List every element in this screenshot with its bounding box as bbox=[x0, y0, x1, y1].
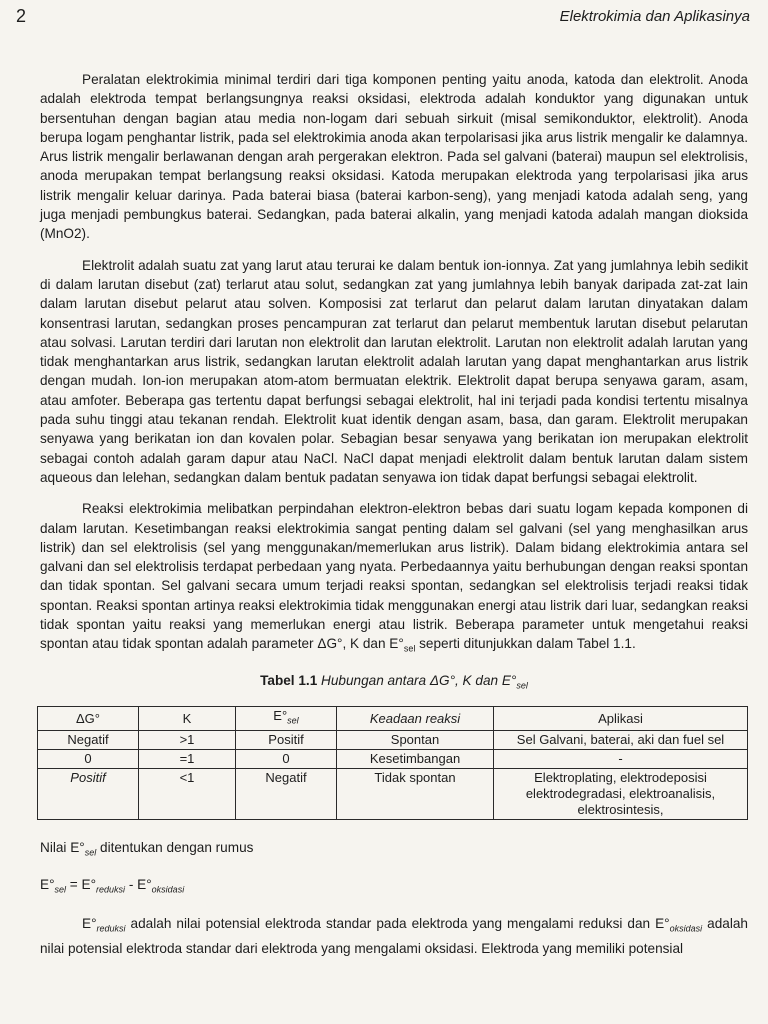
potential-text: adalah nilai potensial elektroda standar pada elektroda yang mengalami reduksi dan E° bbox=[125, 915, 670, 931]
table-row bbox=[38, 749, 748, 768]
formula-term-reduction: E° bbox=[81, 876, 97, 892]
paragraph-electrochem-components: Peralatan elektrokimia minimal terdiri dari tiga komponen penting yaitu anoda, katoda dan elektrolit. Anoda adalah elektroda tempat berlangsungnya reaksi oksidasi, elektroda adalah konduktor yang digunakan untuk bersentuhan dengan bagian atau media non-logam dari sebuah sirkuit (misal semikonduktor, elektrolit). Anoda berupa logam penghantar listrik, pada sel elektrokimia anoda akan terpolarisasi jika arus listrik mengalir ke dalamnya. Arus listrik mengalir berlawanan dengan arah pergerakan elektron. Pada sel galvani (baterai) maupun sel elektrolisis, anoda merupakan tempat berlangsung reaksi oksidasi. Katoda merupakan elektroda yang terpolarisasi jika arus listrik mengalir keluar darinya. Pada baterai biasa (baterai karbon-seng), yang menjadi katoda adalah seng, yang juga menjadi pembungkus baterai. Sedangkan, pada baterai alkalin, yang menjadi katoda adalah mangan dioksida (MnO2). bbox=[40, 72, 748, 242]
header-application: Aplikasi bbox=[494, 707, 748, 731]
potential-term-reduction-sub: reduksi bbox=[96, 923, 126, 934]
potential-term-oxidation-sub: oksidasi bbox=[669, 923, 703, 934]
cell-application: Sel Galvani, baterai, aki dan fuel sel bbox=[494, 730, 748, 749]
table-caption-text: Hubungan antara ΔG°, K dan E° bbox=[317, 673, 517, 689]
subscript-sel: sel bbox=[403, 644, 416, 655]
formula-minus: - bbox=[125, 876, 138, 892]
potential-text-end: adalah nilai potensial elektroda standar dari elektroda yang mengalami oksidasi. Elektroda yang memiliki potensial bbox=[40, 915, 748, 956]
cell-e-sel: Positif bbox=[236, 730, 337, 749]
formula-term-oxidation-sub: oksidasi bbox=[151, 884, 185, 895]
cell-k: =1 bbox=[139, 749, 236, 768]
running-head: Elektrokimia dan Aplikasinya bbox=[559, 8, 750, 25]
cell-application: Elektroplating, elektrodeposisi elektrodegradasi, elektroanalisis, elektrosintesis, bbox=[494, 768, 748, 819]
table-caption-sub: sel bbox=[516, 681, 528, 692]
cell-delta-g: Positif bbox=[38, 768, 139, 819]
formula-lhs-sub: sel bbox=[54, 884, 67, 895]
paragraph-spontaneity bbox=[40, 499, 748, 659]
paragraph-spontaneity-end: seperti ditunjukkan dalam Tabel 1.1. bbox=[415, 636, 636, 652]
table-header-row bbox=[38, 707, 748, 731]
formula-intro-text: Nilai E° bbox=[40, 839, 85, 855]
table-row bbox=[38, 730, 748, 749]
header-e-sub: sel bbox=[287, 715, 299, 726]
formula-lhs: E° bbox=[40, 876, 55, 892]
paragraph-potential bbox=[40, 914, 748, 958]
formula-equals: = bbox=[66, 876, 82, 892]
formula-intro bbox=[40, 838, 748, 863]
table-label: Tabel 1.1 bbox=[260, 673, 318, 689]
formula-intro-sub: sel bbox=[84, 847, 97, 858]
potential-term-reduction: E° bbox=[82, 915, 97, 931]
cell-k: <1 bbox=[139, 768, 236, 819]
cell-e-sel: 0 bbox=[236, 749, 337, 768]
paragraph-electrolyte: Elektrolit adalah suatu zat yang larut atau terurai ke dalam bentuk ion-ionnya. Zat yang jumlahnya lebih sedikit di dalam larutan disebut (zat) terlarut atau solut, sedangkan zat yang jumlahnya lebih banyak daripada zat-zat lain dalam larutan disebut pelarut atau solven. Komposisi zat terlarut dan pelarut dalam larutan dinyatakan dalam konsentrasi larutan, sedangkan proses pencampuran zat terlarut dan pelarut membentuk larutan disebut pelarutan atau solvasi. Larutan terdiri dari larutan non elektrolit dan larutan elektrolit. Larutan non elektrolit adalah larutan yang tidak menghantarkan arus listrik, sedangkan larutan elektrolit adalah larutan yang dapat menghantarkan arus listrik dengan mudah. Ion-ion merupakan atom-atom bermuatan elektrik. Elektrolit dapat berupa senyawa garam, asam, atau amfoter. Beberapa gas tertentu dapat berfungsi sebagai elektrolit, hal ini terjadi pada kondisi tertentu misalnya pada suhu tinggi atau tekanan rendah. Elektrolit kuat identik dengan asam, basa, dan garam. Elektrolit merupakan senyawa yang berikatan ion dan kovalen polar. Sebagian besar senyawa yang berikatan ion merupakan elektrolit sebagai contoh adalah garam dapur atau NaCl. NaCl dapat menjadi elektrolit dalam bentuk larutan dalam sistem aqueous dan lelehan, sedangkan dalam bentuk padatan senyawa ion tidak dapat berfungsi sebagai elektrolit. bbox=[40, 257, 748, 485]
header-k: K bbox=[139, 707, 236, 731]
cell-state: Kesetimbangan bbox=[337, 749, 494, 768]
paragraph-spontaneity-text: Reaksi elektrokimia melibatkan perpindahan elektron-elektron bebas dari suatu logam kepada komponen di dalam larutan. Kesetimbangan reaksi elektrokimia sangat penting dalam sel galvani (sel yang menghasilkan arus listrik) dan sel elektrolisis (sel yang menggunakan/memerlukan arus listrik). Dalam bidang elektrokimia antara sel galvani dan sel elektrolisis terdapat perbedaan yang nyata. Perbedaannya yaitu berhubungan dengan reaksi spontan dan tidak spontan. Sel galvani secara umum terjadi reaksi spontan, sedangkan sel elektrolisis terjadi reaksi tidak spontan. Reaksi spontan artinya reaksi elektrokimia tidak menggunakan energi atau listrik dari luar, sedangkan reaksi tidak spontan yaitu reaksi yang memerlukan energi atau listrik. Beberapa parameter untuk mengetahui reaksi spontan atau tidak spontan adalah parameter ΔG°, K dan E° bbox=[40, 501, 748, 652]
cell-k: >1 bbox=[139, 730, 236, 749]
relation-table bbox=[37, 706, 748, 820]
formula-term-oxidation: E° bbox=[137, 876, 152, 892]
table-caption bbox=[40, 671, 748, 696]
formula-term-reduction-sub: reduksi bbox=[96, 884, 126, 895]
table-row bbox=[38, 768, 748, 819]
cell-application: - bbox=[494, 749, 748, 768]
cell-delta-g: Negatif bbox=[38, 730, 139, 749]
header-e-sel bbox=[236, 707, 337, 731]
header-delta-g: ΔG° bbox=[38, 707, 139, 731]
cell-delta-g: 0 bbox=[38, 749, 139, 768]
header-state: Keadaan reaksi bbox=[337, 707, 494, 731]
cell-state: Tidak spontan bbox=[337, 768, 494, 819]
page-number: 2 bbox=[16, 6, 27, 26]
formula-e-sel bbox=[40, 875, 748, 900]
header-e-text: E° bbox=[273, 708, 288, 724]
cell-state: Spontan bbox=[337, 730, 494, 749]
formula-intro-end: ditentukan dengan rumus bbox=[96, 839, 254, 855]
cell-e-sel: Negatif bbox=[236, 768, 337, 819]
body-text bbox=[40, 70, 748, 970]
